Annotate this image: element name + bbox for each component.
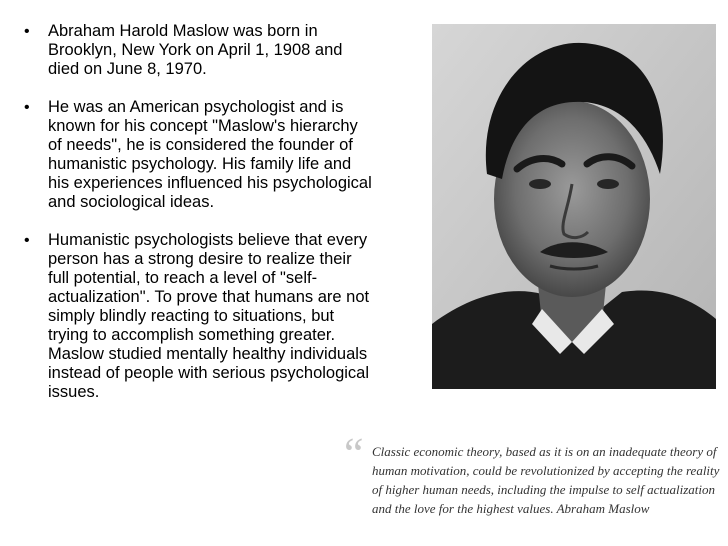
bullet-dot: • bbox=[24, 99, 30, 116]
bullet-text: He was an American psychologist and is known for his concept "Maslow's hierarchy of needs", he is considered the founder of humanistic psychology. His family life and his experiences influenced his psychological and sociological ideas. bbox=[48, 98, 372, 211]
portrait-illustration bbox=[432, 24, 716, 389]
bullet-item-birth bbox=[22, 22, 372, 79]
bullet-list bbox=[22, 22, 372, 421]
quote-mark: “ bbox=[344, 429, 364, 478]
bullet-item-psychologist bbox=[22, 98, 372, 212]
bullet-dot: • bbox=[24, 232, 30, 249]
bullet-dot: • bbox=[24, 23, 30, 40]
portrait-photo bbox=[432, 24, 716, 389]
bullet-text: Humanistic psychologists believe that every person has a strong desire to realize their full potential, to reach a level of "self-actualization". To prove that humans are not simply blindly reacting to situations, but trying to accomplish something greater. Maslow studied mentally healthy individuals instead of people with serious psychological issues. bbox=[48, 231, 370, 401]
bullet-item-humanistic bbox=[22, 231, 372, 402]
bullet-text: Abraham Harold Maslow was born in Brooklyn, New York on April 1, 1908 and died on June 8, 1970. bbox=[48, 22, 343, 78]
quote-text: Classic economic theory, based as it is on an inadequate theory of human motivation, could be revolutionized by accepting the reality of higher human needs, including the impulse to self actualization and the love for the highest values. Abraham Maslow bbox=[372, 444, 720, 516]
